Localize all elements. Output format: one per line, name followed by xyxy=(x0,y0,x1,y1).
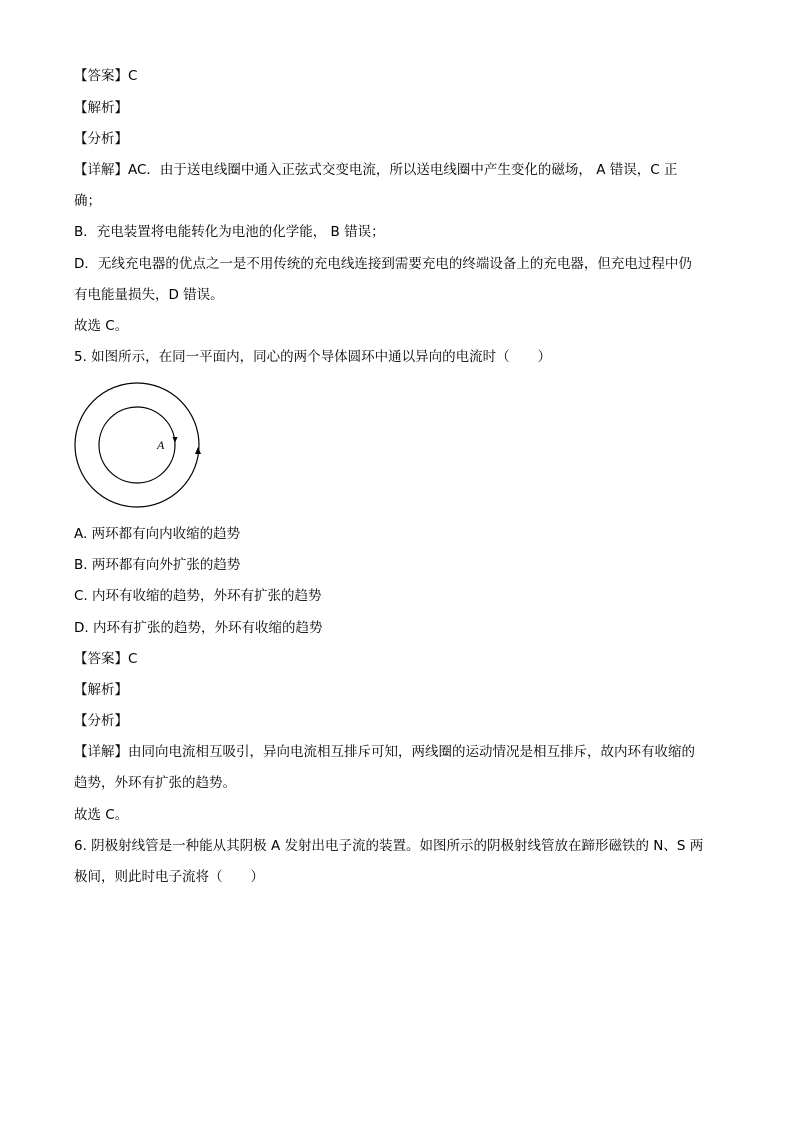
q5-stem-suffix: ） xyxy=(537,349,552,365)
q5-detail-line-1: 【详解】由同向电流相互吸引，异向电流相互排斥可知，两线圈的运动情况是相互排斥，故内环有收缩的 xyxy=(74,744,695,760)
q4-detail-line-3: B．充电装置将电能转化为电池的化学能， B 错误； xyxy=(74,224,385,240)
q5-option-c: C. 内环有收缩的趋势，外环有扩张的趋势 xyxy=(74,588,322,604)
figure-label-a: A xyxy=(157,438,165,452)
q6-stem-line-2-suffix: ） xyxy=(250,869,264,885)
q5-fenxi-heading: 【分析】 xyxy=(74,713,128,729)
concentric-rings-figure xyxy=(72,382,208,516)
q4-detail-line-1: 【详解】AC．由于送电线圈中通入正弦式交变电流，所以送电线圈中产生变化的磁场， A 错误，C 正 xyxy=(74,162,678,178)
q4-answer-line: 【答案】C xyxy=(74,68,138,84)
q5-analysis-heading: 【解析】 xyxy=(74,682,128,698)
q6-stem-line-1: 6. 阴极射线管是一种能从其阴极 A 发射出电子流的装置。如图所示的阴极射线管放在蹄形磁铁的 N、S 两 xyxy=(74,838,704,854)
q6-stem-line-2 xyxy=(74,867,264,887)
q6-stem-line-2-prefix: 极间，则此时电子流将（ xyxy=(74,869,223,885)
concentric-rings-svg xyxy=(72,382,208,512)
q5-detail-line-2: 趋势，外环有扩张的趋势。 xyxy=(74,775,236,791)
q5-stem xyxy=(74,347,551,367)
q5-answer-line: 【答案】C xyxy=(74,651,138,667)
q5-conclusion: 故选 C。 xyxy=(74,807,129,823)
q4-detail-line-4: D．无线充电器的优点之一是不用传统的充电线连接到需要充电的终端设备上的充电器，但充电过程中仍 xyxy=(74,256,692,272)
outer-ring xyxy=(75,383,199,507)
q5-option-d: D. 内环有扩张的趋势，外环有收缩的趋势 xyxy=(74,620,323,636)
q4-detail-line-2: 确； xyxy=(74,193,101,209)
outer-current-arrow-icon xyxy=(195,447,201,454)
q5-option-b: B. 两环都有向外扩张的趋势 xyxy=(74,557,241,573)
q4-fenxi-heading: 【分析】 xyxy=(74,131,128,147)
q5-stem-prefix: 5. 如图所示，在同一平面内，同心的两个导体圆环中通以异向的电流时（ xyxy=(74,349,510,365)
q4-conclusion: 故选 C。 xyxy=(74,318,129,334)
q5-option-a: A. 两环都有向内收缩的趋势 xyxy=(74,526,241,542)
q4-detail-line-5: 有电能量损失，D 错误。 xyxy=(74,287,224,303)
inner-current-arrow-icon xyxy=(173,437,178,443)
q4-analysis-heading: 【解析】 xyxy=(74,100,128,116)
